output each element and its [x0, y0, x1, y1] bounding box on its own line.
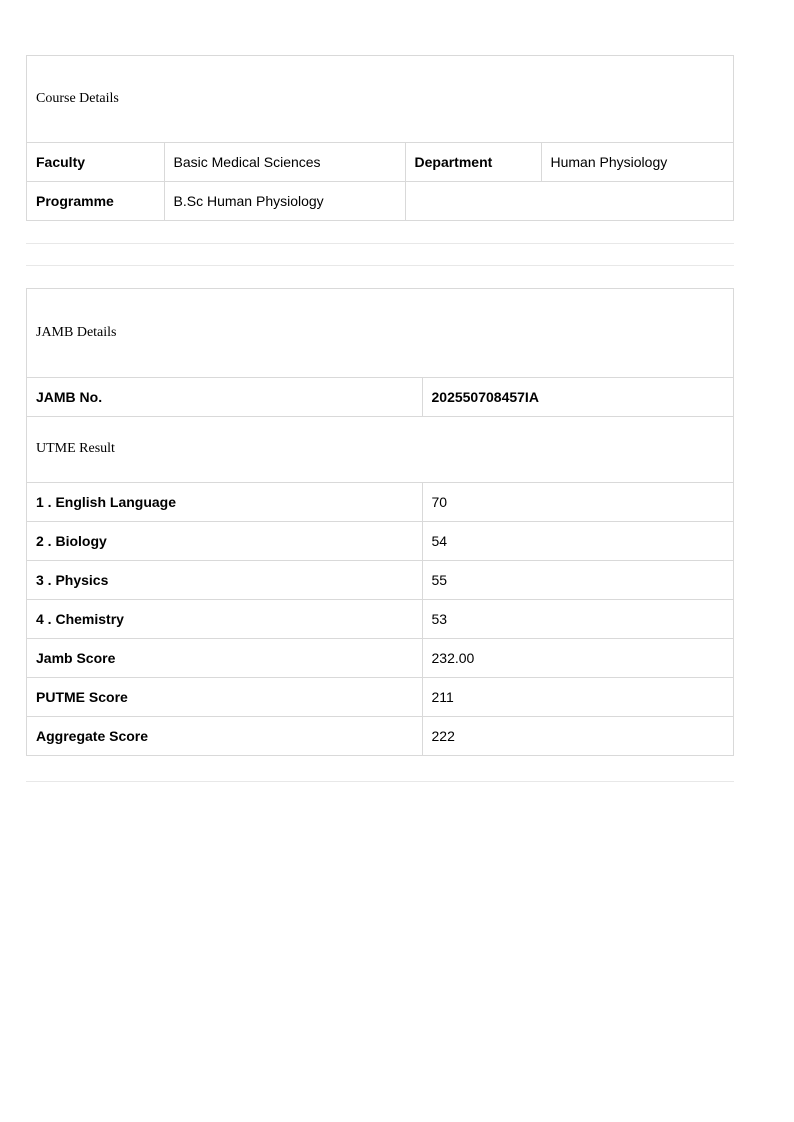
course-details-table: [27, 56, 733, 220]
divider: [26, 781, 734, 782]
utme-result-title: UTME Result: [27, 416, 733, 482]
subject-label: 2 . Biology: [27, 521, 422, 560]
divider: [26, 243, 734, 244]
aggregate-score-label: Aggregate Score: [27, 716, 422, 755]
table-row: [27, 521, 733, 560]
department-value: Human Physiology: [541, 142, 733, 181]
jamb-score-value: 232.00: [422, 638, 733, 677]
jamb-no-label: JAMB No.: [27, 377, 422, 416]
course-details-title: Course Details: [27, 56, 733, 142]
subject-score: 70: [422, 482, 733, 521]
faculty-label: Faculty: [27, 142, 164, 181]
empty-cell: [405, 181, 733, 220]
jamb-details-title: JAMB Details: [27, 289, 733, 377]
department-label: Department: [405, 142, 541, 181]
subject-label: 4 . Chemistry: [27, 599, 422, 638]
faculty-value: Basic Medical Sciences: [164, 142, 405, 181]
subject-label: 1 . English Language: [27, 482, 422, 521]
jamb-details-panel: [26, 288, 734, 756]
aggregate-score-value: 222: [422, 716, 733, 755]
programme-label: Programme: [27, 181, 164, 220]
subject-score: 53: [422, 599, 733, 638]
jamb-score-label: Jamb Score: [27, 638, 422, 677]
programme-value: B.Sc Human Physiology: [164, 181, 405, 220]
course-details-panel: [26, 55, 734, 221]
putme-score-value: 211: [422, 677, 733, 716]
jamb-details-table: [27, 289, 733, 755]
table-row: [27, 560, 733, 599]
jamb-no-value: 202550708457IA: [422, 377, 733, 416]
putme-score-label: PUTME Score: [27, 677, 422, 716]
subject-label: 3 . Physics: [27, 560, 422, 599]
subject-score: 54: [422, 521, 733, 560]
table-row: [27, 599, 733, 638]
divider: [26, 265, 734, 266]
subject-score: 55: [422, 560, 733, 599]
table-row: [27, 482, 733, 521]
